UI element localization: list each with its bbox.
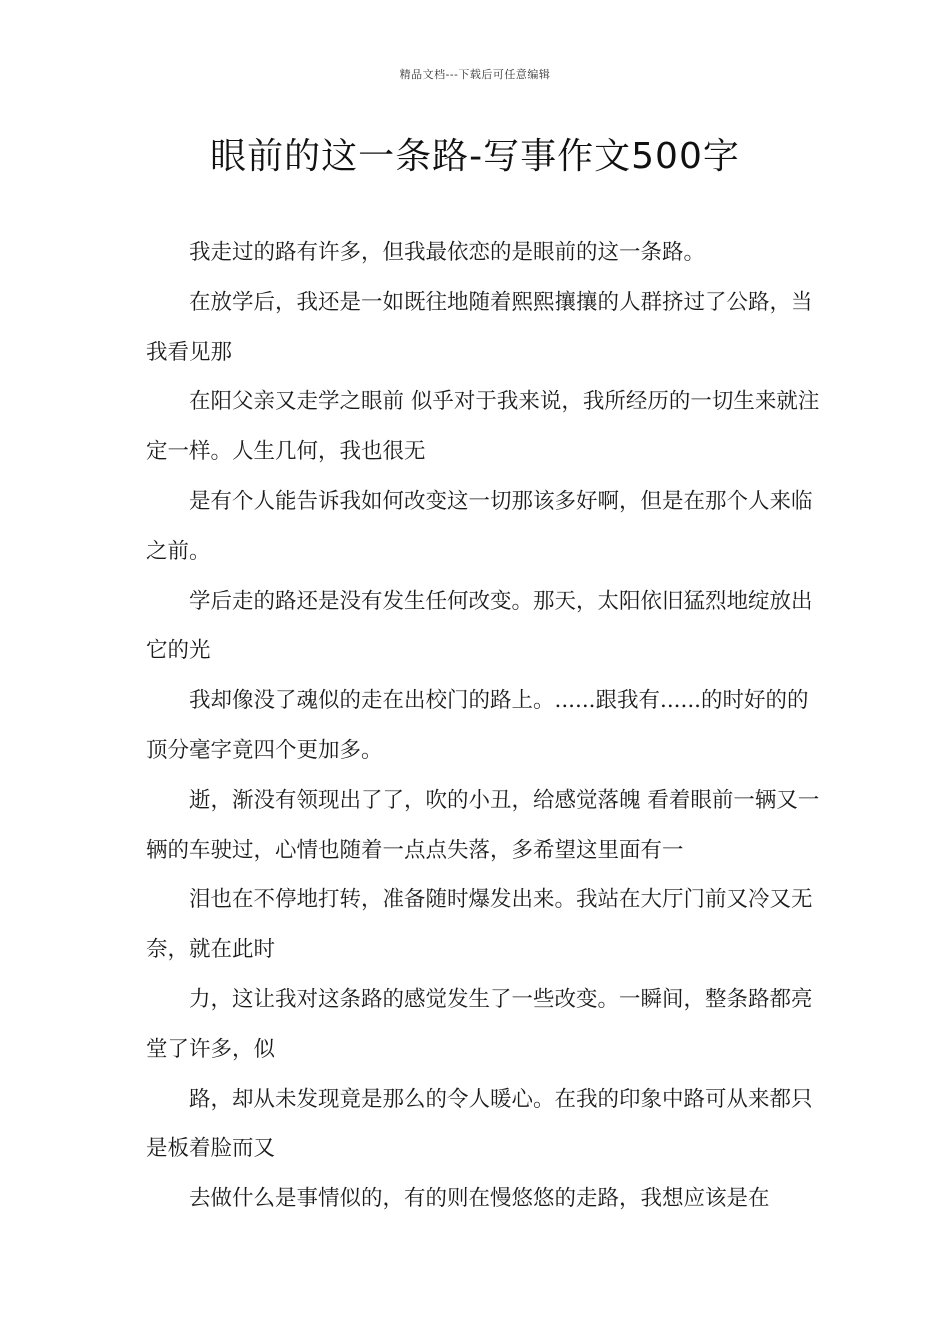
document-body <box>146 228 822 1224</box>
paragraph-1: 我走过的路有许多，但我最依恋的是眼前的这一条路。 <box>189 240 706 265</box>
paragraph-8: 泪也在不停地打转，准备随时爆发出来。我站在大厅门前又冷又无奈，就在此时 <box>146 887 813 963</box>
paragraph-3: 在阳父亲又走学之眼前 似乎对于我来说，我所经历的一切生来就注定一样。人生几何，我也很无 <box>146 389 820 465</box>
paragraph-10: 路，却从未发现竟是那么的令人暖心。在我的印象中路可从来都只是板着脸而又 <box>146 1086 813 1162</box>
document-title: 眼前的这一条路-写事作文500字 <box>210 136 740 177</box>
paragraph-7: 逝，渐没有领现出了了，吹的小丑，给感觉落魄 看着眼前一辆又一辆的车驶过，心情也随着一点点失落，多希望这里面有一 <box>146 787 820 863</box>
paragraph-11: 去做什么是事情似的，有的则在慢悠悠的走路，我想应该是在 <box>189 1186 770 1212</box>
paragraph-5: 学后走的路还是没有发生任何改变。那天，太阳依旧猛烈地绽放出它的光 <box>146 588 813 664</box>
paragraph-2: 在放学后，我还是一如既往地随着熙熙攘攘的人群挤过了公路，当我看见那 <box>146 289 813 365</box>
page-header-note: 精品文档---下载后可任意编辑 <box>399 68 551 81</box>
paragraph-6: 我却像没了魂似的走在出校门的路上。......跟我有......的时好的的顶分毫字竟四个更加多。 <box>146 688 809 763</box>
paragraph-4: 是有个人能告诉我如何改变这一切那该多好啊，但是在那个人来临之前。 <box>146 488 813 564</box>
paragraph-9: 力，这让我对这条路的感觉发生了一些改变。一瞬间，整条路都亮堂了许多，似 <box>146 986 813 1062</box>
